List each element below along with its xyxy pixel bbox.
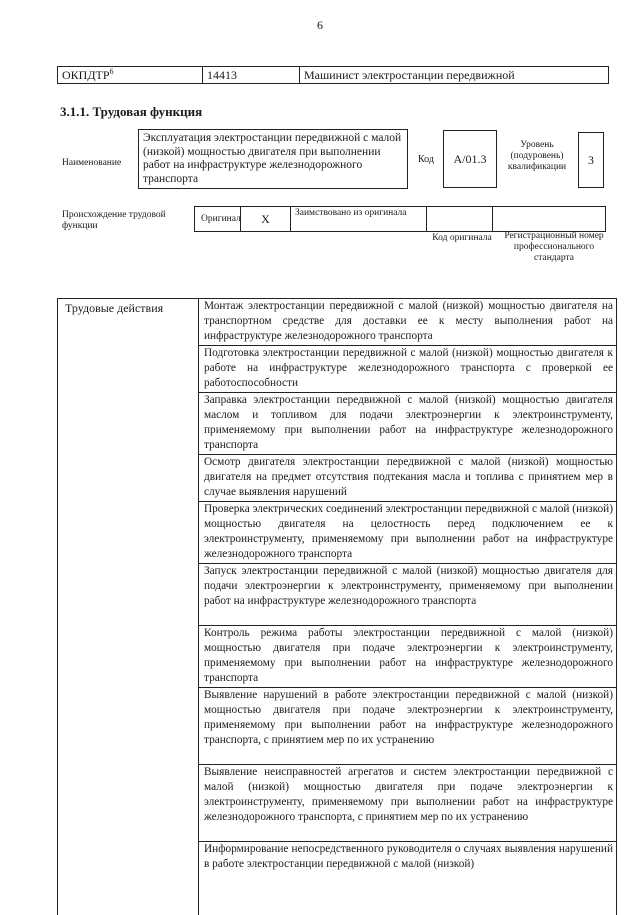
okpdtr-name: Машинист электростанции передвижной <box>304 68 515 82</box>
original-label: Оригинал <box>194 207 240 231</box>
labor-action-item: Информирование непосредственного руководителя о случаях выявления нарушений в работе электростанции передвижной с малой (низкой) <box>204 843 613 870</box>
code-original-cell <box>426 207 492 231</box>
okpdtr-label: ОКПДТР <box>62 68 110 82</box>
labor-action-item: Выявление нарушений в работе электростанции передвижной с малой (низкой) мощностью двигателя при подаче электроэнергии к электроинструменту, применяемому при выполнении работ на инфраструктуре железнодорожного транспорта, с принятием мер по их устранению <box>199 688 616 765</box>
labor-action-item: Подготовка электростанции передвижной с малой (низкой) мощностью двигателя к работе на инфраструктуре железнодорожного транспорта с проверкой ее работоспособности <box>199 346 616 393</box>
origin-label: Происхождение трудовой функции <box>62 210 166 231</box>
labor-action-item: Контроль режима работы электростанции передвижной с малой (низкой) мощностью двигателя при подаче электроэнергии к электроинструменту, применяемому при выполнении работ на инфраструктуре железнодорожного транспорта <box>199 626 616 688</box>
section-heading: 3.1.1. Трудовая функция <box>60 104 203 119</box>
function-name: Эксплуатация электростанции передвижной с малой (низкой) мощностью двигателя при выполнении работ на инфраструктуре железнодорожного транспорта <box>138 129 408 189</box>
okpdtr-footnote: 6 <box>109 67 114 76</box>
labor-actions-table <box>57 298 617 915</box>
labor-actions-list <box>199 299 616 915</box>
labor-actions-label: Трудовые действия <box>58 299 199 915</box>
level-label: Уровень (подуровень) квалификации <box>507 140 567 172</box>
code-original-label: Код оригинала <box>432 233 492 243</box>
borrowed-label: Заимствовано из оригинала <box>290 207 426 231</box>
labor-action-item: Запуск электростанции передвижной с малой (низкой) мощностью двигателя для подачи электроэнергии к электроинструменту, применяемому при выполнении работ на инфраструктуре железнодорожного транспорта <box>199 564 616 626</box>
reg-number-cell <box>492 207 606 231</box>
labor-action-item: Выявление неисправностей агрегатов и систем электростанции передвижной с малой (низкой) мощностью двигателя при подаче электроэнергии к электроинструменту, применяемому при выполнении работ на инфраструктуре железнодорожного транспорта, с принятием мер по их устранению <box>199 765 616 842</box>
okpdtr-row <box>57 66 609 84</box>
okpdtr-label-cell <box>58 67 203 83</box>
okpdtr-code: 14413 <box>203 67 300 83</box>
labor-action-item: Проверка электрических соединений электростанции передвижной с малой (низкой) мощностью двигателя на целостность перед подключением ее к электроинструменту, применяемому при выполнении работ на инфраструктуре железнодорожного транспорта <box>199 502 616 564</box>
reg-number-label: Регистрационный номер профессионального стандарта <box>504 231 604 263</box>
labor-action-item: Монтаж электростанции передвижной с малой (низкой) мощностью двигателя на транспортном средстве для доставки ее к месту выполнения работ на инфраструктуре железнодорожного транспорта <box>199 299 616 346</box>
name-label: Наименование <box>62 158 122 168</box>
page-number: 6 <box>317 18 323 32</box>
qualification-level: 3 <box>578 132 604 188</box>
original-mark: X <box>240 207 290 231</box>
labor-action-item: Заправка электростанции передвижной с малой (низкой) мощностью двигателя маслом и топливом для подачи электроэнергии к электроинструменту, применяемому при выполнении работ на инфраструктуре железнодорожного транспорта <box>199 393 616 455</box>
function-code: А/01.3 <box>443 130 497 188</box>
code-label: Код <box>418 154 434 165</box>
labor-action-item: Осмотр двигателя электростанции передвижной с малой (низкой) мощностью двигателя на предмет отсутствия подтекания масла и топлива с принятием мер в случае выявления нарушений <box>199 455 616 502</box>
origin-row <box>194 206 606 232</box>
